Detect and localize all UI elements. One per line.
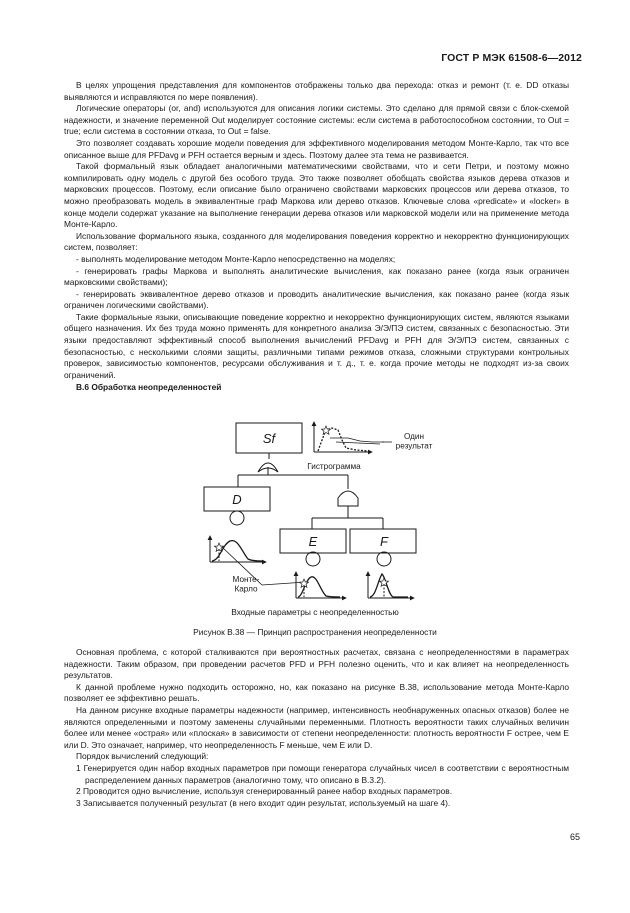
distribution-f: [370, 574, 408, 597]
label-f: F: [380, 534, 388, 549]
document-header: ГОСТ Р МЭК 61508-6—2012: [441, 52, 582, 64]
body-text-bottom: [64, 647, 569, 809]
paragraph: На данном рисунке входные параметры надежности (например, интенсивность необнаруженных опасных отказов) более не являются определенными и поэтому заменены случайными переменными. Плотность вероятности таких случайных величин более или менее «острая» или «плоская» в зависимости от степени неопределенности: плотность вероятности F острее, чем E или D. Это означает, например, что неопределенность F меньше, чем E или D.: [64, 704, 569, 750]
and-gate: [338, 491, 358, 506]
basic-event-d: [230, 511, 244, 525]
list-item: - генерировать графы Маркова и выполнять аналитические вычисления, как показано ранее (когда язык ограничен марковскими свойствами);: [64, 265, 569, 288]
list-item: 2 Проводится одно вычисление, используя сгенерированный ранее набор входных параметров.: [76, 786, 453, 797]
paragraph: В целях упрощения представления для компонентов отображены только два перехода: отказ и ремонт (т. е. DD отказы выявляются и исправляются по мере появления).: [64, 80, 569, 102]
list-item: 1 Генерируется один набор входных параметров при помощи генератора случайных чисел в соответствии с вероятностным распределением данных параметров (аналогично тому, что описано в В.3.2).: [76, 762, 569, 785]
one-result-label: Один результат: [395, 432, 433, 451]
paragraph: Порядок вычислений следующий:: [76, 751, 209, 762]
section-heading: В.6 Обработка неопределенностей: [76, 382, 222, 393]
paragraph: Логические операторы (or, and) используются для описания логики системы. Это сделано для прямой связи с блок-схемой надежности, и значение переменной Out моделирует состояние системы: если система в работоспособном состоянии, то Out = true; если система в состоянии отказа, то Out = false.: [64, 103, 569, 137]
histogram-label: Гистрограмма: [307, 462, 361, 471]
list-item: - выполнять моделирование методом Монте-Карло непосредственно на моделях;: [76, 253, 396, 264]
paragraph: Такие формальные языки, описывающие поведение корректно и некорректно функционирующих систем, являются языками общего назначения. Их без труда можно применять для конкретного анализа Э/Э/ПЭ систем, связанных с безопасностью. Эти языки предоставляют эффективный способ выполнения вычислений PFDavg и PFH для Э/Э/ПЭ систем, связанных с безопасностью, с несколькими слоями защиты, различными типами режимов отказа, сложными структурами контрольных проверок, зависимостью компонентов, ресурсами обслуживания и т. д., т. е. когда прочие методы не подходят из-за своих ограничений.: [64, 311, 569, 380]
monte-carlo-label: Монте-Карло: [232, 575, 260, 594]
list-item: 3 Записывается полученный результат (в него входит один результат, используемый на шаге 4).: [76, 797, 451, 808]
figure-caption: Рисунок В.38 — Принцип распространения неопределенности: [193, 627, 437, 637]
basic-event-f: [377, 552, 391, 566]
page-number: 65: [569, 832, 580, 842]
inputs-label: Входные параметры с неопределенностью: [231, 607, 399, 617]
paragraph: Использование формального языка, созданного для моделирования поведения корректно и некорректно функционирующих систем, позволяет:: [64, 230, 569, 253]
basic-event-e: [306, 552, 320, 566]
label-sf: Sf: [262, 431, 276, 446]
paragraph: Такой формальный язык обладает аналогичными математическими свойствами, что и сети Петри, и поэтому можно компилировать одну модель с другой без особого труда. Это также позволяет обобщать свойства языков дерева отказов и марковских процессов. Поэтому, если описание было ограничено свойствами марковских процессов или дерева отказов, то можно преобразовать модель в эквивалентные граф Маркова или дерево отказов. Ключевые слова «predicate» и «locker» в конце модели содержат указание на выполнение генерации дерева отказов или марковской модели или на применение метода Монте-Карло.: [64, 161, 569, 230]
paragraph: К данной проблеме нужно подходить осторожно, но, как показано на рисунке В.38, использование метода Монте-Карло позволяет ее эффективно решать.: [64, 681, 569, 704]
paragraph: Это позволяет создавать хорошие модели поведения для эффективного моделирования методом Монте-Карло, так что все описанное выше для PFDavg и PFH остается верным и здесь. Поэтому далее эта тема не развивается.: [64, 137, 569, 160]
label-e: E: [308, 534, 318, 549]
result-star-icon: [322, 426, 331, 434]
paragraph: Основная проблема, с которой сталкиваются при вероятностных расчетах, связана с неопределенностями в параметрах надежности. Таким образом, при проведении расчетов PFD и PFH полезно оценить, что и как влияет на неопределенность результатов.: [64, 647, 569, 681]
label-d: D: [232, 492, 242, 507]
list-item: - генерировать эквивалентное дерево отказов и проводить аналитические вычисления, как показано ранее (когда язык ограничен логическими свойствами).: [64, 288, 569, 311]
